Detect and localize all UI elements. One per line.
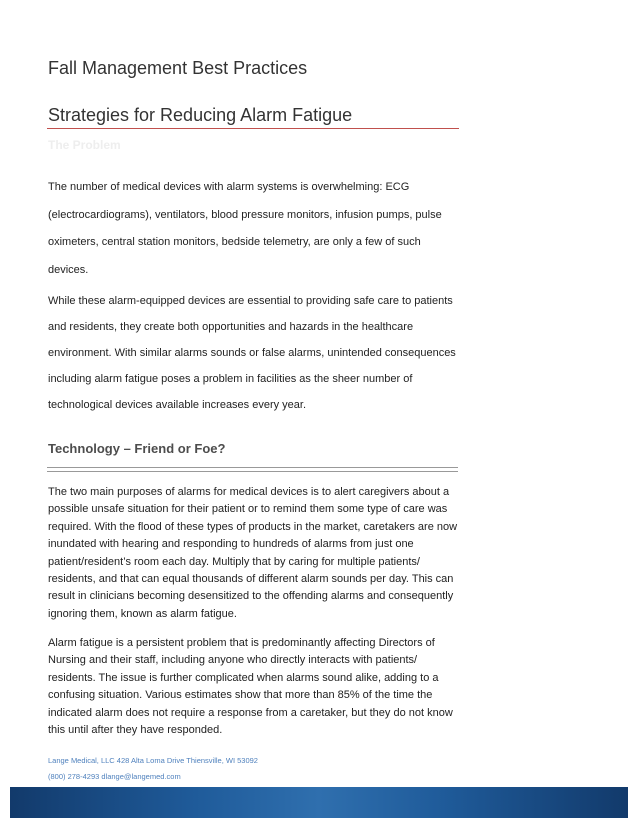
footer-bar <box>10 787 628 818</box>
faded-section-heading: The Problem <box>48 138 121 152</box>
intro-paragraph-1: The number of medical devices with alarm systems is overwhelming: ECG (electrocardiograms), ventilators, blood pressure monitors, infusion pumps, pulse oximeters, central station monitors, bedside telemetry, are only a few of such devices. <box>48 181 442 276</box>
subtitle-divider <box>47 128 459 129</box>
section-paragraph-1: The two main purposes of alarms for medical devices is to alert caregivers about a possible unsafe situation for their patient or to remind them some type of care was required. With the flood of these types of products in the market, caretakers are now inundated with hearing and responding to hundreds of alarms from just one patient/resident’s room each day. Multiply that by caring for multiple patients/ residents, and that can equal thousands of different alarm sounds per day. This can result in clinicians becoming desensitized to the offending alarms and consequently ignoring them, known as alarm fatigue. <box>48 486 458 620</box>
footer-contact: (800) 278-4293 dlange@langemed.com <box>48 772 181 781</box>
intro-paragraph-2: While these alarm-equipped devices are essential to providing safe care to patients and residents, they create both opportunities and hazards in the healthcare environment. With similar alarms sounds or false alarms, unintended consequences including alarm fatigue poses a problem in facilities as the sheer number of technological devices available increases every year. <box>48 295 456 411</box>
section-heading-divider <box>47 467 458 472</box>
section-heading: Technology – Friend or Foe? <box>48 441 226 456</box>
section-paragraph-2: Alarm fatigue is a persistent problem that is predominantly affecting Directors of Nursing and their staff, including anyone who directly interacts with patients/ residents. The issue is further complicated when alarms sound alike, adding to a confusing situation. Various estimates show that more than 85% of the time the indicated alarm does not require a response from a caretaker, but they do not know this until after they have responded. <box>48 637 453 737</box>
document-subtitle: Strategies for Reducing Alarm Fatigue <box>48 105 353 125</box>
footer-address: Lange Medical, LLC 428 Alta Loma Drive Thiensville, WI 53092 <box>48 756 258 765</box>
document-title: Fall Management Best Practices <box>48 58 308 78</box>
